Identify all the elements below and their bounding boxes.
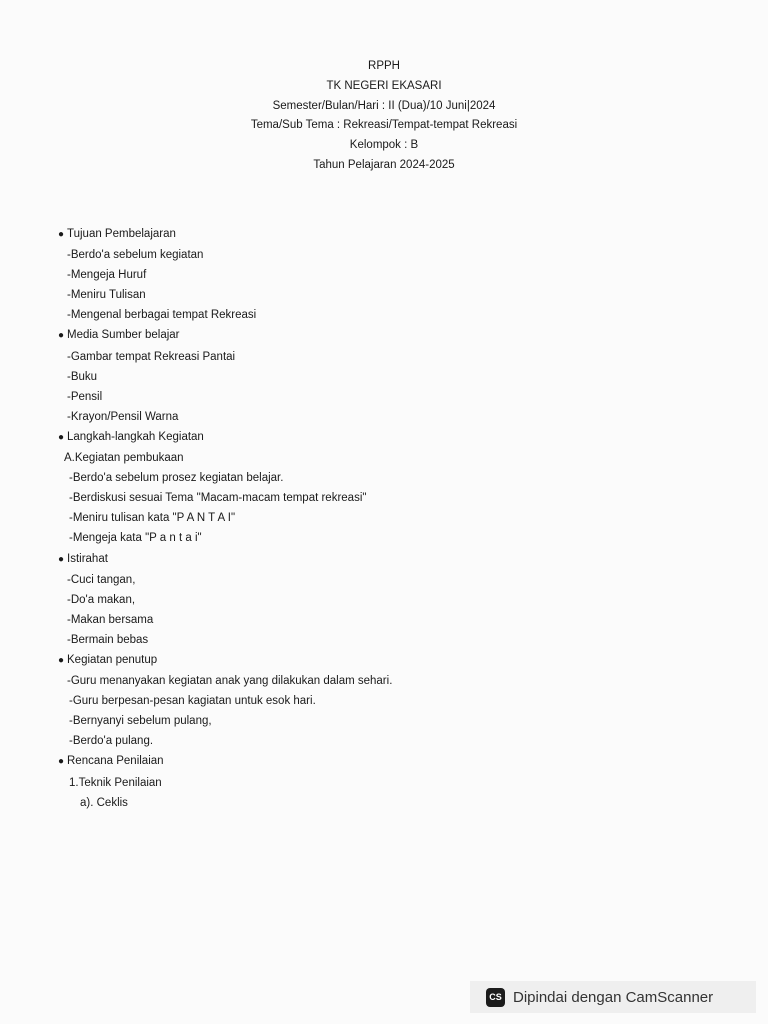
list-item: a). Ceklis bbox=[80, 796, 128, 809]
bullet-icon bbox=[58, 325, 67, 346]
section-heading-media: ●Media Sumber belajar bbox=[58, 325, 748, 346]
bullet-icon bbox=[58, 224, 67, 245]
list-item: -Mengeja Huruf bbox=[67, 269, 147, 282]
sub-heading-teknik: 1.Teknik Penilaian bbox=[69, 776, 162, 789]
bullet-icon bbox=[58, 427, 67, 448]
list-item: -Bermain bebas bbox=[67, 633, 149, 646]
bullet-icon bbox=[58, 751, 67, 772]
list-item: -Mengenal berbagai tempat Rekreasi bbox=[67, 309, 257, 322]
camscanner-watermark bbox=[470, 981, 756, 1013]
list-item: -Do'a makan, bbox=[67, 593, 136, 606]
list-item: -Berdo'a sebelum kegiatan bbox=[67, 249, 204, 262]
document-body bbox=[58, 224, 748, 813]
list-item: -Krayon/Pensil Warna bbox=[67, 410, 179, 423]
school-name: TK NEGERI EKASARI bbox=[326, 79, 442, 92]
list-item: -Meniru tulisan kata "P A N T A I" bbox=[69, 512, 236, 525]
list-item: -Pensil bbox=[67, 390, 103, 403]
section-heading-tujuan: ●Tujuan Pembelajaran bbox=[58, 224, 748, 245]
bullet-icon bbox=[58, 549, 67, 570]
document-header bbox=[0, 57, 768, 176]
list-item: -Meniru Tulisan bbox=[67, 289, 146, 302]
section-heading-langkah: ●Langkah-langkah Kegiatan bbox=[58, 427, 748, 448]
section-heading-istirahat: ●Istirahat bbox=[58, 549, 748, 570]
section-heading-penutup: ●Kegiatan penutup bbox=[58, 650, 748, 671]
kelompok-line: Kelompok : B bbox=[349, 139, 419, 152]
camscanner-logo-icon: CS bbox=[486, 988, 505, 1007]
list-item: -Cuci tangan, bbox=[67, 573, 136, 586]
list-item: -Makan bersama bbox=[67, 613, 154, 626]
sub-heading-pembukaan: A.Kegiatan pembukaan bbox=[64, 452, 184, 465]
list-item: -Buku bbox=[67, 370, 98, 383]
section-heading-penilaian: ●Rencana Penilaian bbox=[58, 751, 748, 772]
tema-line: Tema/Sub Tema : Rekreasi/Tempat-tempat Rekreasi bbox=[250, 119, 518, 132]
tahun-line: Tahun Pelajaran 2024-2025 bbox=[313, 158, 455, 171]
watermark-text: Dipindai dengan CamScanner bbox=[513, 988, 714, 1006]
list-item: -Bernyanyi sebelum pulang, bbox=[69, 715, 212, 728]
list-item: -Berdo'a pulang. bbox=[69, 735, 154, 748]
semester-line: Semester/Bulan/Hari : II (Dua)/10 Juni|2024 bbox=[272, 99, 496, 112]
list-item: -Mengeja kata "P a n t a i" bbox=[69, 532, 202, 545]
list-item: -Berdo'a sebelum prosez kegiatan belajar. bbox=[69, 472, 284, 485]
list-item: -Berdiskusi sesuai Tema "Macam-macam tempat rekreasi" bbox=[69, 492, 367, 505]
bullet-icon bbox=[58, 650, 67, 671]
list-item: -Guru menanyakan kegiatan anak yang dilakukan dalam sehari. bbox=[67, 675, 393, 688]
list-item: -Guru berpesan-pesan kagiatan untuk esok hari. bbox=[69, 695, 316, 708]
doc-title: RPPH bbox=[368, 60, 400, 72]
list-item: -Gambar tempat Rekreasi Pantai bbox=[67, 350, 236, 363]
